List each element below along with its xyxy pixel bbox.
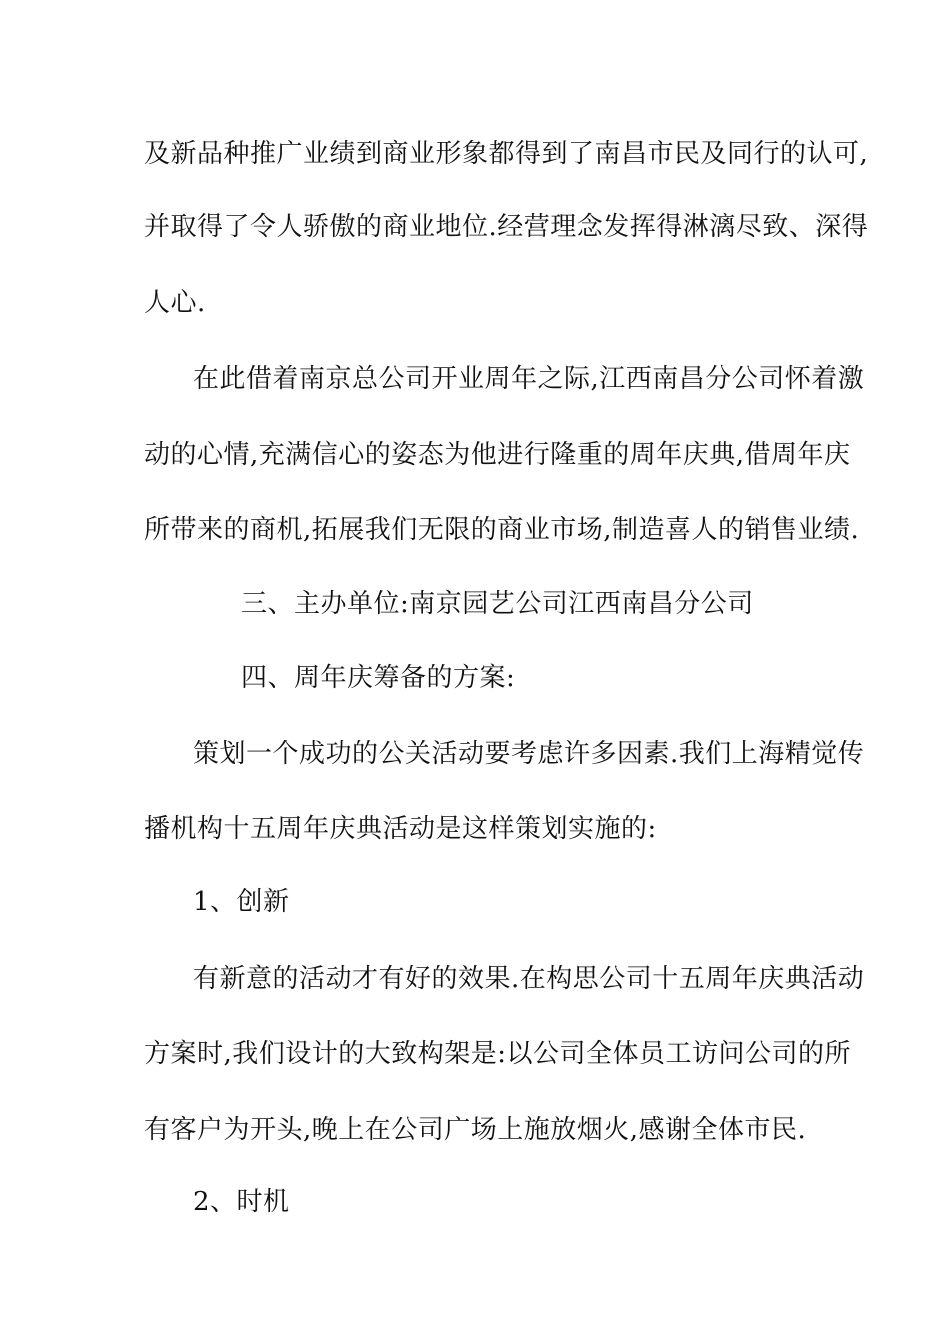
paragraph-line: 策划一个成功的公关活动要考虑许多因素.我们上海精觉传 (193, 739, 865, 769)
subsection-heading: 1、创新 (193, 887, 290, 917)
paragraph-line: 在此借着南京总公司开业周年之际,江西南昌分公司怀着激 (193, 364, 865, 394)
paragraph-line: 人心. (144, 288, 206, 318)
section-heading: 四、周年庆筹备的方案: (241, 663, 516, 693)
paragraph-line: 所带来的商机,拓展我们无限的商业市场,制造喜人的销售业绩. (144, 515, 860, 545)
paragraph-line: 并取得了令人骄傲的商业地位.经营理念发挥得淋漓尽致、深得 (144, 212, 869, 242)
paragraph-line: 及新品种推广业绩到商业形象都得到了南昌市民及同行的认可, (144, 139, 869, 169)
paragraph-line: 有新意的活动才有好的效果.在构思公司十五周年庆典活动 (193, 964, 865, 994)
paragraph-line: 有客户为开头,晚上在公司广场上施放烟火,感谢全体市民. (144, 1115, 807, 1145)
paragraph-line: 方案时,我们设计的大致构架是:以公司全体员工访问公司的所 (144, 1039, 852, 1069)
paragraph-line: 播机构十五周年庆典活动是这样策划实施的: (144, 814, 657, 844)
paragraph-line: 动的心情,充满信心的姿态为他进行隆重的周年庆典,借周年庆 (144, 440, 851, 470)
section-heading: 三、主办单位:南京园艺公司江西南昌分公司 (241, 589, 754, 619)
subsection-heading: 2、时机 (193, 1187, 290, 1217)
